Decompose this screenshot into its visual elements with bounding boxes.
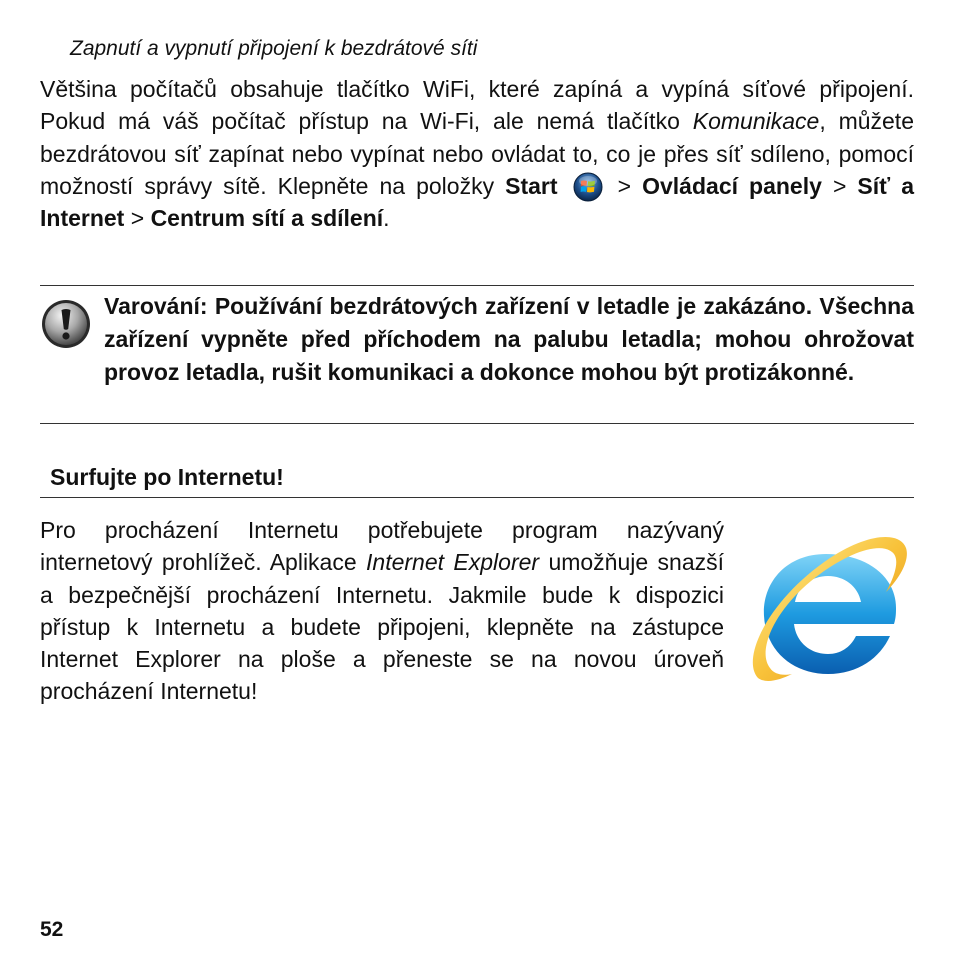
section-text-1: Pro procházení Internetu potřebujete program nazývaný internetový prohlížeč. Aplikace [40,517,724,576]
network-center-label: Centrum sítí a sdílení [150,205,384,232]
separator-1: > [606,172,643,199]
intro-paragraph [40,73,914,234]
subheading: Zapnutí a vypnutí připojení k bezdrátové síti [70,37,478,60]
intro-text-2: , můžete bezdrátovou síť zapínat nebo vypínat nebo ovládat to, co je přes síť sdíleno, pomocí možností správy sítě. Klepněte na položky [40,108,914,199]
separator-2: > [821,172,858,199]
section-title: Surfujte po Internetu! [50,464,284,490]
intro-text-1: Většina počítačů obsahuje tlačítko WiFi, které zapíná a vypíná síťové připojení. Pokud má váš počítač přístup na Wi-Fi, ale nemá tlačítko [40,76,914,135]
section-text-2: umožňuje snazší a bezpečnější procházení Internetu. Jakmile bude k dispozici přístup k Internetu a budete připojeni, klepněte na zástupce Internet Explorer na ploše a přeneste se na novou úroveň procházení Internetu! [40,549,725,705]
intro-italic: Komunikace [692,108,820,135]
section-paragraph [40,514,724,708]
internet-explorer-logo [740,528,914,692]
windows-start-icon [573,172,603,202]
network-label: Síť a Internet [40,172,915,232]
section-italic: Internet Explorer [366,549,540,576]
divider-top [40,285,914,286]
page-number: 52 [40,918,64,941]
section-divider [40,497,914,498]
warning-text: Varování: Používání bezdrátových zařízení v letadle je zakázáno. Všechna zařízení vypněte před příchodem na palubu letadla; mohou ohrožovat provoz letadla, rušit komunikaci a dokonce mohou být protizákonné. [104,293,914,385]
control-panel-label: Ovládací panely [642,172,822,199]
divider-bottom [40,423,914,424]
separator-3: > [124,205,151,232]
exclamation-icon [40,298,92,350]
start-label: Start [505,172,558,199]
intro-end: . [383,205,390,232]
